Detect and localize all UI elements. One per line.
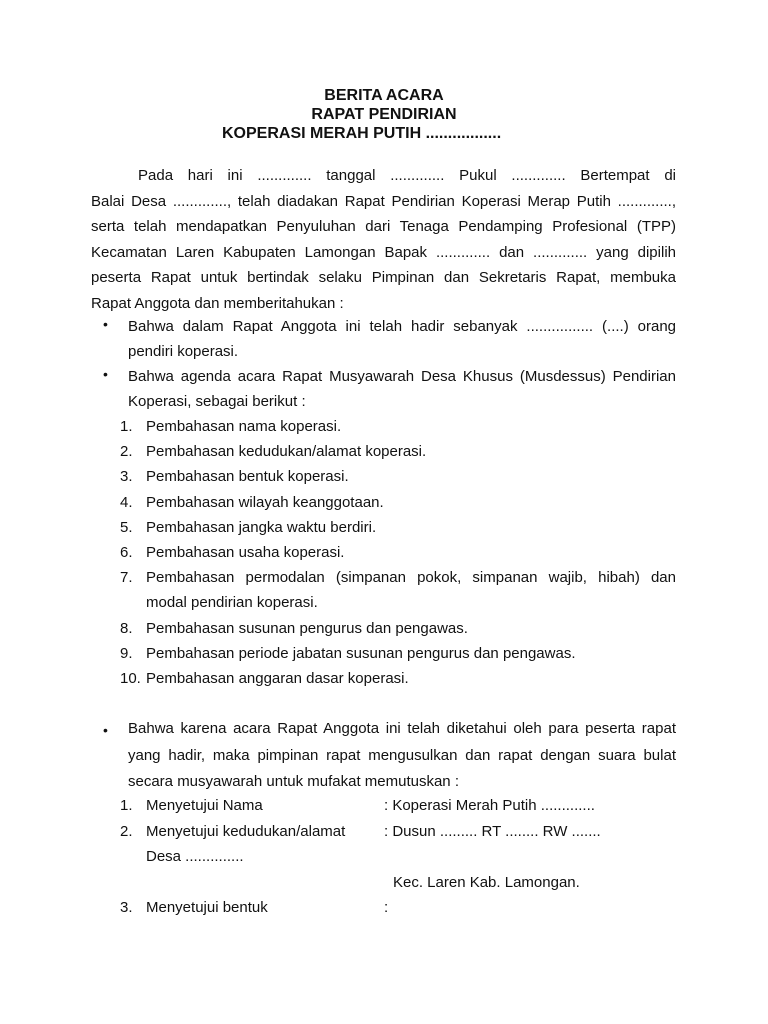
title-line-1: BERITA ACARA bbox=[324, 87, 444, 104]
list-item bbox=[120, 616, 676, 641]
list-text: Pembahasan kedudukan/alamat koperasi. bbox=[146, 443, 427, 461]
list-item bbox=[120, 666, 676, 691]
list-item bbox=[120, 464, 676, 489]
decision-row-desa bbox=[120, 844, 680, 870]
intro-line: Pada hari ini ............. tanggal ............. Pukul ............. Bertempat di bbox=[138, 167, 676, 184]
list-text: Pembahasan permodalan (simpanan pokok, simpanan wajib, hibah) dan bbox=[146, 569, 676, 587]
list-item bbox=[120, 540, 676, 565]
decision-row bbox=[120, 895, 680, 921]
decision-value: : Koperasi Merah Putih ............. bbox=[384, 797, 595, 814]
list-item bbox=[120, 490, 676, 515]
document-title bbox=[0, 86, 768, 143]
list-number: 10. bbox=[120, 669, 141, 687]
bullet-line: secara musyawarah untuk mufakat memutuskan : bbox=[128, 773, 459, 790]
list-number: 9. bbox=[120, 644, 133, 662]
list-item bbox=[120, 641, 676, 666]
list-number: 7. bbox=[120, 569, 133, 587]
bullet-line: Bahwa dalam Rapat Anggota ini telah hadir sebanyak ................ (....) orang bbox=[128, 318, 676, 335]
decision-list bbox=[120, 793, 680, 921]
list-number: 3. bbox=[120, 468, 133, 486]
decision-value: : Dusun ......... RT ........ RW ....... bbox=[384, 822, 601, 840]
bullet-line: Koperasi, sebagai berikut : bbox=[128, 393, 306, 410]
list-text: Pembahasan anggaran dasar koperasi. bbox=[146, 669, 409, 687]
bullet-text-attendance bbox=[128, 314, 676, 364]
list-text: Pembahasan bentuk koperasi. bbox=[146, 468, 349, 486]
list-text: modal pendirian koperasi. bbox=[146, 594, 318, 612]
bullet-icon: • bbox=[103, 366, 108, 382]
decision-row bbox=[120, 819, 680, 845]
intro-line: Kecamatan Laren Kabupaten Lamongan Bapak ............. dan ............. yang dipilih bbox=[91, 243, 676, 261]
list-item bbox=[120, 565, 676, 615]
title-line-3: KOPERASI MERAH PUTIH ................. bbox=[222, 125, 502, 142]
decision-row-kec bbox=[120, 870, 680, 896]
decision-label: Menyetujui kedudukan/alamat bbox=[146, 822, 346, 840]
decision-value: : bbox=[384, 899, 389, 916]
list-text: Pembahasan wilayah keanggotaan. bbox=[146, 493, 384, 511]
list-item bbox=[120, 439, 676, 464]
list-number: 2. bbox=[120, 822, 133, 840]
bullet-line: pendiri koperasi. bbox=[128, 343, 239, 360]
bullet-line: Bahwa karena acara Rapat Anggota ini telah diketahui oleh para peserta rapat bbox=[128, 720, 676, 737]
bullet-line: Bahwa agenda acara Rapat Musyawarah Desa Khusus (Musdessus) Pendirian bbox=[128, 368, 676, 385]
list-number: 6. bbox=[120, 543, 133, 561]
intro-line: serta telah mendapatkan Penyuluhan dari Tenaga Pendamping Profesional (TPP) bbox=[91, 218, 676, 235]
list-text: Pembahasan jangka waktu berdiri. bbox=[146, 518, 377, 536]
kec-line: Kec. Laren Kab. Lamongan. bbox=[393, 873, 580, 891]
list-number: 2. bbox=[120, 443, 133, 461]
list-number: 3. bbox=[120, 899, 133, 916]
bullet-icon: • bbox=[103, 316, 108, 332]
list-item bbox=[120, 414, 676, 439]
list-text: Pembahasan usaha koperasi. bbox=[146, 543, 345, 561]
agenda-list bbox=[120, 414, 676, 691]
decision-label: Menyetujui bentuk bbox=[146, 899, 268, 916]
intro-line: peserta Rapat untuk bertindak selaku Pimpinan dan Sekretaris Rapat, membuka bbox=[91, 269, 676, 286]
list-number: 1. bbox=[120, 797, 133, 814]
list-text: Pembahasan susunan pengurus dan pengawas. bbox=[146, 619, 468, 637]
list-number: 1. bbox=[120, 418, 133, 435]
desa-line: Desa .............. bbox=[146, 848, 244, 865]
list-number: 8. bbox=[120, 619, 133, 637]
bullet-text-decision bbox=[128, 716, 676, 794]
bullet-text-agenda bbox=[128, 364, 676, 414]
intro-paragraph bbox=[91, 163, 676, 316]
intro-line: Balai Desa ............., telah diadakan Rapat Pendirian Koperasi Merap Putih ............., bbox=[91, 192, 676, 210]
list-item bbox=[120, 515, 676, 540]
bullet-icon: • bbox=[103, 722, 108, 738]
intro-line: Rapat Anggota dan memberitahukan : bbox=[91, 294, 344, 312]
list-number: 4. bbox=[120, 493, 133, 511]
decision-label: Menyetujui Nama bbox=[146, 797, 263, 814]
list-number: 5. bbox=[120, 518, 133, 536]
decision-row bbox=[120, 793, 680, 819]
list-text: Pembahasan periode jabatan susunan pengurus dan pengawas. bbox=[146, 644, 576, 662]
list-text: Pembahasan nama koperasi. bbox=[146, 418, 342, 435]
bullet-line: yang hadir, maka pimpinan rapat mengusulkan dan rapat dengan suara bulat bbox=[128, 746, 676, 764]
title-line-2: RAPAT PENDIRIAN bbox=[311, 106, 457, 123]
